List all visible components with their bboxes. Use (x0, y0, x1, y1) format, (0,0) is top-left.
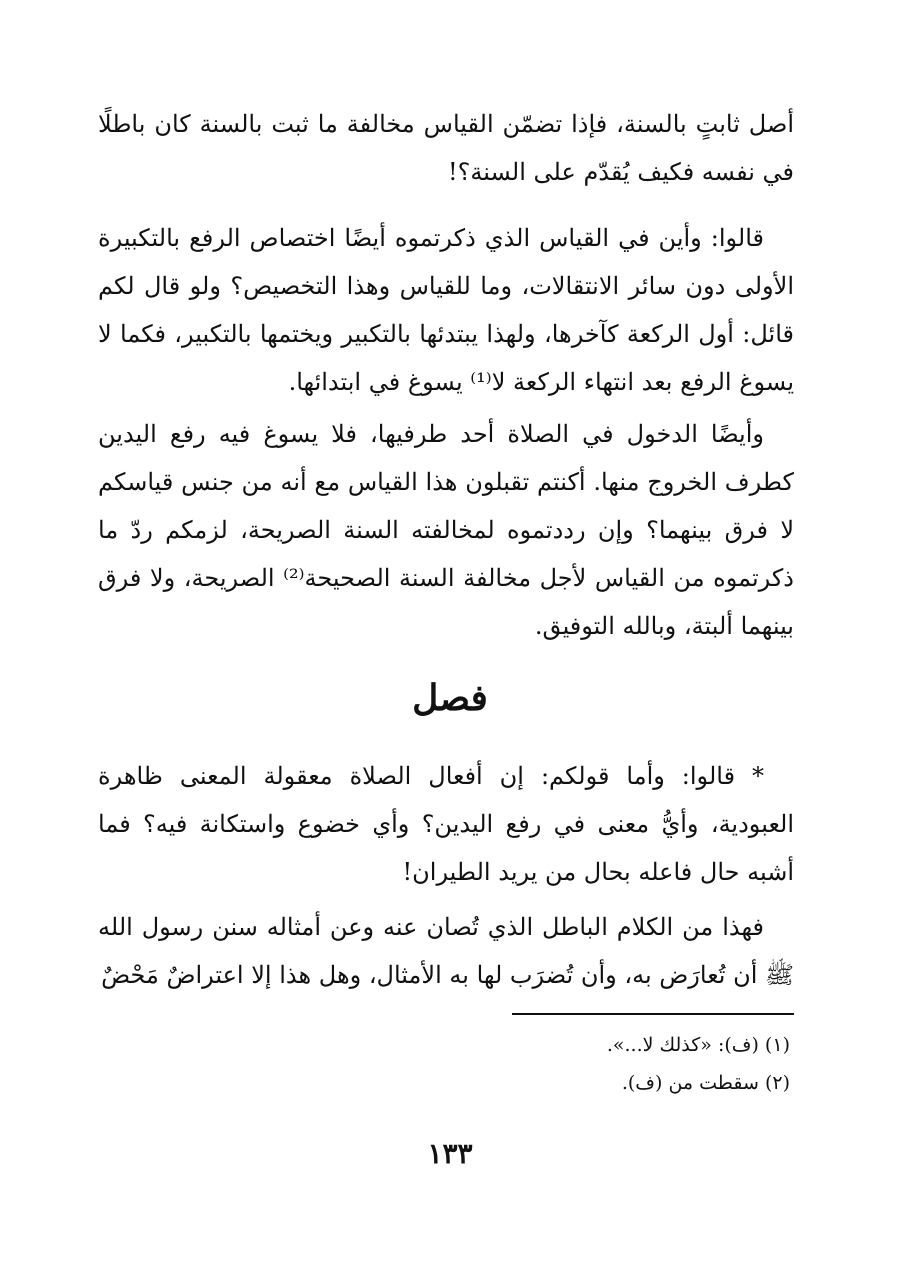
paragraph-text: وأيضًا الدخول في الصلاة أحد طرفيها، فلا يسوغ فيه رفع اليدين كطرف الخروج منها. أكنتم تقبلون هذا القياس مع أنه من جنس قياسكم لا فرق بينهما؟ وإن رددتموه لمخالفته السنة الصريحة، لزمكم ردّ ما ذكرتموه من القياس لأجل مخالفة السنة الصحيحة⁽²⁾ الصريحة، ولا فرق بينهما ألبتة، وبالله التوفيق. (98, 420, 794, 640)
paragraph-continuation (98, 100, 794, 196)
footnote-2: (٢) سقطت من (ف). (621, 1072, 790, 1094)
paragraph-text: * قالوا: وأما قولكم: إن أفعال الصلاة معقولة المعنى ظاهرة العبودية، وأيُّ معنى في رفع اليدين؟ وأي خضوع واستكانة فيه؟ فما أشبه حال فاعله بحال من يريد الطيران! (98, 762, 794, 886)
section-heading: فصل (412, 677, 488, 719)
paragraph-text: فهذا من الكلام الباطل الذي تُصان عنه وعن أمثاله سنن رسول الله ﷺ أن تُعارَض به، وأن تُضرَب لها به الأمثال، وهل هذا إلا اعتراضٌ مَحْضٌ (98, 913, 794, 989)
paragraph-objection-meaning (98, 752, 794, 896)
paragraph-response (98, 903, 794, 999)
paragraph-text: قالوا: وأين في القياس الذي ذكرتموه أيضًا اختصاص الرفع بالتكبيرة الأولى دون سائر الانتقالات، وما للقياس وهذا التخصيص؟ ولو قال لكم قائل: أول الركعة كآخرها، ولهذا يبتدئها بالتكبير ويختمها بالتكبير، فكما لا يسوغ الرفع بعد انتهاء الركعة لا⁽¹⁾ يسوغ في ابتدائها. (98, 224, 794, 396)
paragraph-exit-analogy (98, 410, 794, 650)
footnote-divider (512, 1013, 794, 1015)
paragraph-objection-takbir (98, 214, 794, 406)
paragraph-text: أصل ثابتٍ بالسنة، فإذا تضمّن القياس مخالفة ما ثبت بالسنة كان باطلًا في نفسه فكيف يُقدّم على السنة؟! (98, 110, 794, 186)
page-number: ١٣٣ (427, 1137, 473, 1170)
footnote-1: (١) (ف): «كذلك لا...». (606, 1034, 790, 1056)
